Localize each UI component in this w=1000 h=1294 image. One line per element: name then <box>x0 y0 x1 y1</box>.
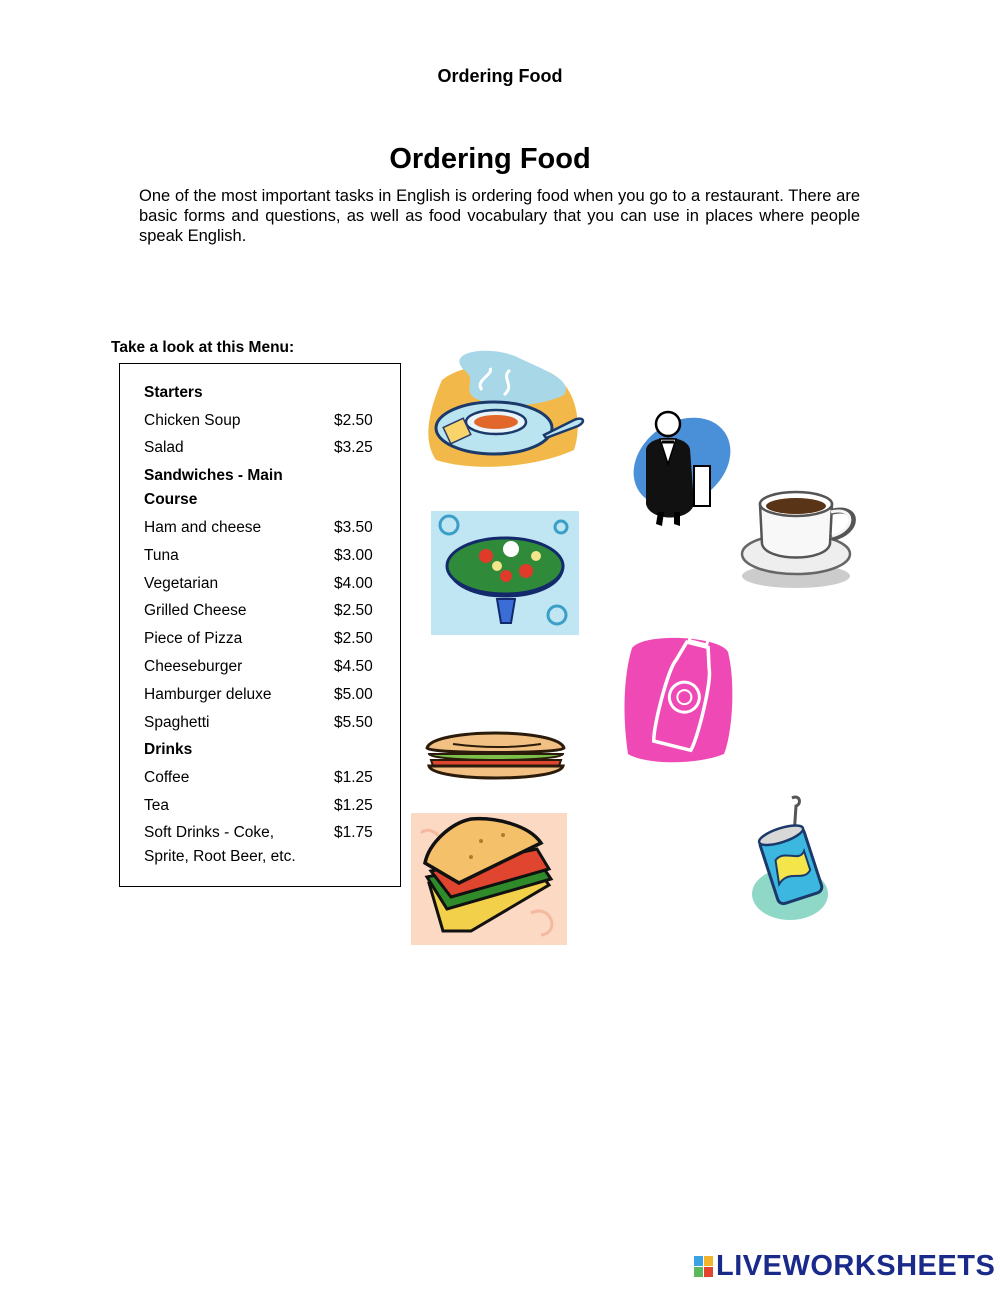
salad-bowl-icon <box>431 511 579 635</box>
soup-icon <box>424 350 584 470</box>
soda-can-icon <box>750 796 834 922</box>
sandwich-icon <box>411 813 567 945</box>
logo-mark-icon <box>694 1256 714 1278</box>
menu-box: Starters Chicken Soup $2.50 Salad $3.25 Sandwiches - Main Course Ham and cheese $3.50 Tuna $3.00 Vegetarian $4.00 Grilled Cheese $2.50 Piece of Pizza $2.50 Cheeseburger $4.50 Hamburger deluxe $5.00 Spaghetti $5.50 Drinks Coffee $1.25 Tea $1.25 Soft Drinks - Coke, Sprite, Root Beer, etc. $1.75 <box>119 363 401 887</box>
intro-paragraph: One of the most important tasks in English is ordering food when you go to a restaurant. There are basic forms and questions, as well as food vocabulary that you can use in places where people speak English. <box>139 187 860 245</box>
waiter-icon <box>620 404 735 529</box>
running-header: Ordering Food <box>437 66 563 86</box>
soda-bottle-icon <box>624 624 736 766</box>
sub-sandwich-icon <box>423 726 568 784</box>
page-title: Ordering Food <box>389 143 591 175</box>
coffee-cup-icon <box>738 484 860 596</box>
logo-text: LIVEWORKSHEETS <box>716 1250 996 1282</box>
menu-heading: Take a look at this Menu: <box>111 339 295 356</box>
